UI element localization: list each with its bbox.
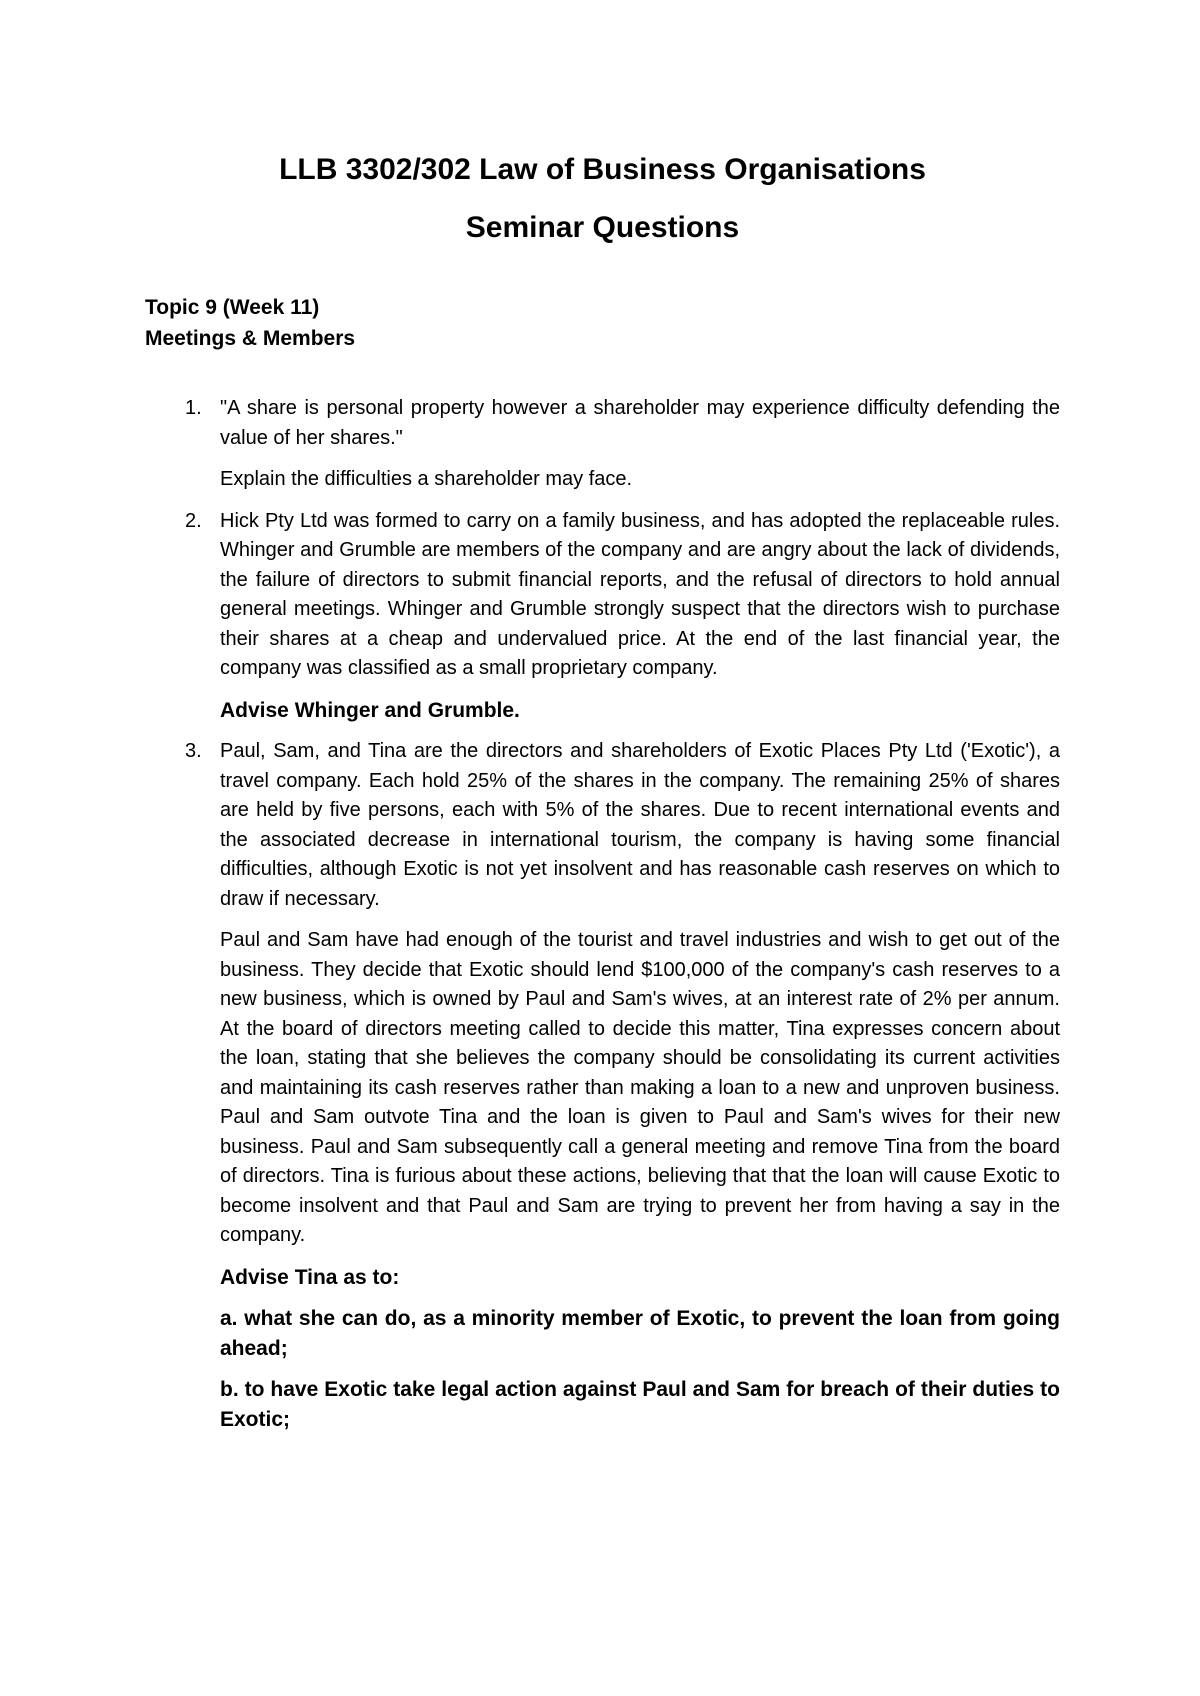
question-instruction: Advise Tina as to: [220,1265,400,1289]
document-subtitle: Seminar Questions [465,211,740,244]
question-3 [145,737,1060,1434]
question-2 [145,507,1060,726]
document-title: LLB 3302/302 Law of Business Organisations [279,153,926,186]
question-number: 2. [185,509,202,532]
topic-week: Topic 9 (Week 11) [145,296,320,319]
question-text: Paul, Sam, and Tina are the directors and shareholders of Exotic Places Pty Ltd ('Exotic'), a travel company. Each hold 25% of the shares in the company. The remaining 25% of shares are held by five persons, each with 5% of the shares. Due to recent international events and the associated decrease in international tourism, the company is having some financial difficulties, although Exotic is not yet insolvent and has reasonable cash reserves on which to draw if necessary. [220,740,1060,910]
question-number: 1. [185,397,202,419]
topic-name: Meetings & Members [145,327,356,350]
question-text: Paul and Sam have had enough of the tourist and travel industries and wish to get out of the business. They decide that Exotic should lend $100,000 of the company's cash reserves to a new business, which is owned by Paul and Sam's wives, at an interest rate of 2% per annum. At the board of directors meeting called to decide this matter, Tina expresses concern about the loan, stating that she believes the company should be consolidating its current activities and maintaining its cash reserves rather than making a loan to a new and unproven business. Paul and Sam outvote Tina and the loan is given to Paul and Sam's wives for their new business. Paul and Sam subsequently call a general meeting and remove Tina from the board of directors. Tina is furious about these actions, believing that that the loan will cause Exotic to become insolvent and that Paul and Sam are trying to prevent her from having a say in the company. [220,929,1060,1246]
question-instruction: Advise Whinger and Grumble. [220,698,520,722]
question-list [145,394,1060,1434]
question-subitem: a. what she can do, as a minority member of Exotic, to prevent the loan from going ahead; [220,1307,1060,1360]
question-text: Explain the difficulties a shareholder may face. [220,468,633,490]
question-number: 3. [185,740,202,762]
topic-heading [145,292,1060,354]
question-subitem: b. to have Exotic take legal action against Paul and Sam for breach of their duties to Exotic; [220,1378,1060,1431]
question-text: Hick Pty Ltd was formed to carry on a family business, and has adopted the replaceable rules. Whinger and Grumble are members of the company and are angry about the lack of dividends, the failure of directors to submit financial reports, and the refusal of directors to hold annual general meetings. Whinger and Grumble strongly suspect that the directors wish to purchase their shares at a cheap and undervalued price. At the end of the last financial year, the company was classified as a small proprietary company. [220,509,1060,679]
question-1 [145,394,1060,495]
question-text: "A share is personal property however a shareholder may experience difficulty defending the value of her shares." [220,397,1060,449]
